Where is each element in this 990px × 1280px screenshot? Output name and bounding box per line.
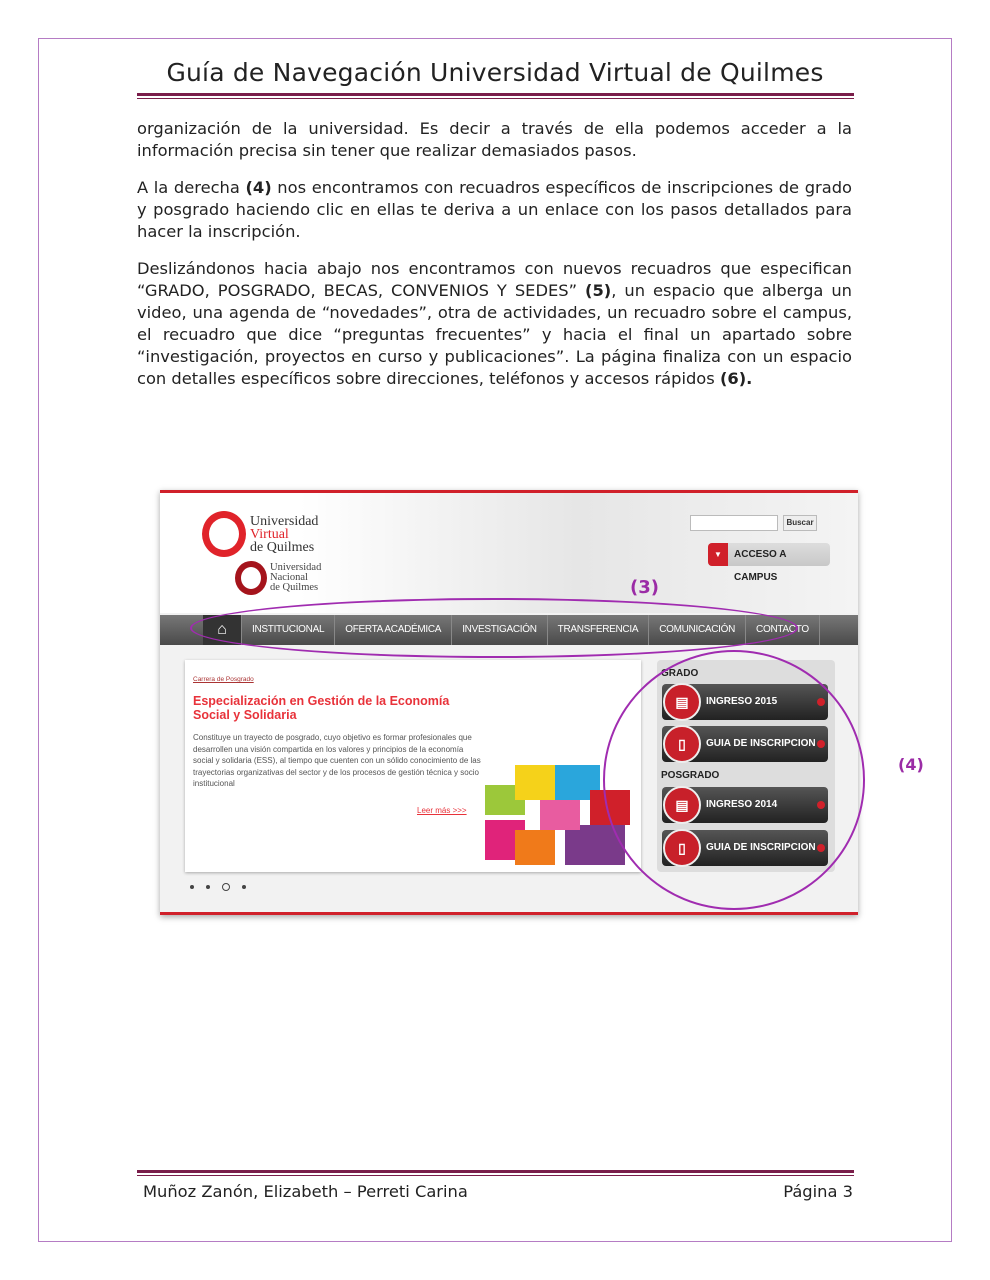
nav-contacto[interactable]: CONTACTO bbox=[745, 615, 820, 645]
clipboard-icon: ▯ bbox=[663, 725, 701, 763]
dropdown-arrow-icon: ▼ bbox=[708, 543, 728, 566]
slide-category[interactable]: Carrera de Posgrado bbox=[193, 676, 254, 683]
annotation-ellipse-3 bbox=[190, 598, 798, 658]
home-icon[interactable]: ⌂ bbox=[203, 615, 241, 645]
id-card-icon: ▤ bbox=[663, 683, 701, 721]
slide-description: Constituye un trayecto de posgrado, cuyo objetivo es formar profesionales que desarrollen una visión compartida en los valores y principios de la economía social y solidaria (ESS), al tiempo que cuenten con un sólido conocimiento de las trayectorias organizativas del sector y de los procesos de gestión técnica y socio institucional bbox=[193, 733, 481, 788]
nav-transferencia[interactable]: TRANSFERENCIA bbox=[547, 615, 649, 645]
annotation-3: (3) bbox=[630, 577, 659, 598]
guia-posgrado-button[interactable]: ▯ GUIA DE INSCRIPCION bbox=[662, 830, 828, 866]
ref-4: (4) bbox=[245, 178, 272, 197]
text: , un espacio que alberga un video, una agenda de “novedades”, otra de actividades, un recuadro sobre el campus, el recuadro que dice “preguntas frecuentes” y hacia el final un apartado sobre “investigación, proyectos en curso y publicaciones”. La página finaliza con un espacio con detalles específicos sobre direcciones, teléfonos y accesos rápidos bbox=[137, 281, 852, 388]
header-rule bbox=[137, 93, 854, 99]
posgrado-heading: POSGRADO bbox=[661, 770, 720, 781]
campus-access-button[interactable]: ▼ ACCESO A CAMPUS bbox=[708, 543, 830, 566]
search-button[interactable]: Buscar bbox=[783, 515, 817, 531]
footer-authors: Muñoz Zanón, Elizabeth – Perreti Carina bbox=[143, 1182, 468, 1201]
nav-investigacion[interactable]: INVESTIGACIÓN bbox=[451, 615, 546, 645]
read-more-link[interactable]: Leer más >>> bbox=[417, 806, 467, 815]
paragraph-2 bbox=[137, 177, 852, 243]
ingreso-2015-button[interactable]: ▤ INGRESO 2015 bbox=[662, 684, 828, 720]
page-header-title: Guía de Navegación Universidad Virtual de Quilmes bbox=[166, 58, 824, 87]
footer-page-number: Página 3 bbox=[783, 1182, 853, 1201]
clipboard-icon: ▯ bbox=[663, 829, 701, 867]
text: Deslizándonos hacia abajo nos encontramos con nuevos recuadros que especifican “GRADO, POSGRADO, BECAS, CONVENIOS Y SEDES” bbox=[137, 259, 852, 300]
ref-5: (5) bbox=[585, 281, 612, 300]
body-text bbox=[137, 118, 852, 405]
footer bbox=[143, 1182, 853, 1201]
unq-logo: Universidad Nacional de Quilmes bbox=[235, 561, 321, 595]
featured-slide bbox=[185, 660, 641, 872]
slide-title: Especialización en Gestión de la Economía Social y Solidaria bbox=[193, 694, 450, 722]
ref-6: (6). bbox=[719, 369, 753, 388]
uvq-logo: Universidad Virtual de Quilmes bbox=[202, 511, 318, 557]
text: nos encontramos con recuadros específicos de inscripciones de grado y posgrado haciendo clic en ellas te deriva a un enlace con los pasos detallados para hacer la inscripción. bbox=[137, 178, 852, 241]
nav-comunicacion[interactable]: COMUNICACIÓN bbox=[648, 615, 745, 645]
ingreso-2014-button[interactable]: ▤ INGRESO 2014 bbox=[662, 787, 828, 823]
annotation-ellipse-4 bbox=[603, 650, 865, 910]
search-input[interactable] bbox=[690, 515, 778, 531]
id-card-icon: ▤ bbox=[663, 786, 701, 824]
footer-rule bbox=[137, 1170, 854, 1176]
nav-oferta[interactable]: OFERTA ACADÉMICA bbox=[334, 615, 451, 645]
paragraph-3 bbox=[137, 258, 852, 390]
grado-heading: GRADO bbox=[661, 668, 699, 679]
nav-institucional[interactable]: INSTITUCIONAL bbox=[241, 615, 334, 645]
text: A la derecha bbox=[137, 178, 246, 197]
paragraph-1: organización de la universidad. Es decir a través de ella podemos acceder a la información precisa sin tener que realizar demasiados pasos. bbox=[137, 119, 852, 160]
annotation-4: (4) bbox=[898, 755, 924, 774]
slider-dots[interactable] bbox=[190, 883, 246, 891]
guia-grado-button[interactable]: ▯ GUIA DE INSCRIPCION bbox=[662, 726, 828, 762]
bottom-bar bbox=[160, 912, 858, 915]
site-header bbox=[160, 493, 858, 613]
